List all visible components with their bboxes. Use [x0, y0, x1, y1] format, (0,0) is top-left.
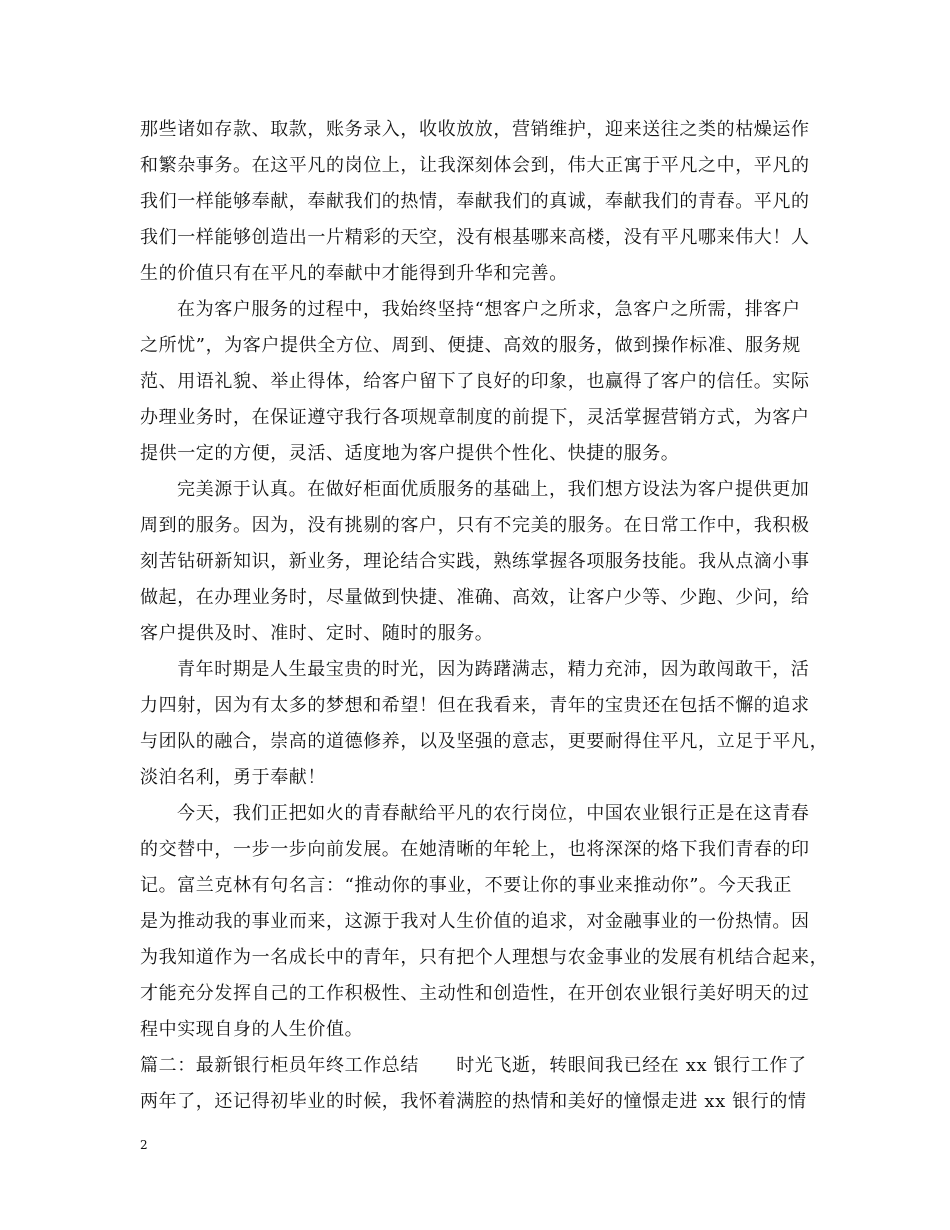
text-line: 做起，在办理业务时，尽量做到快捷、准确、高效，让客户少等、少跑、少问，给: [140, 587, 810, 608]
text-line: 程中实现自身的人生价值。: [140, 1019, 364, 1040]
text-line: 记。富兰克林有句名言：“推动你的事业，不要让你的事业来推动你”。今天我正: [140, 875, 793, 896]
text-line: 淡泊名利，勇于奉献！: [140, 767, 326, 788]
text-line: 才能充分发挥自己的工作积极性、主动性和创造性，在开创农业银行美好明天的过: [140, 983, 810, 1004]
text-line: 范、用语礼貌、举止得体，给客户留下了良好的印象，也赢得了客户的信任。实际: [140, 371, 810, 392]
paragraph-first-line: 在为客户服务的过程中，我始终坚持“想客户之所求，急客户之所需，排客户: [177, 299, 801, 320]
text-line: 是为推动我的事业而来，这源于我对人生价值的追求，对金融事业的一份热情。因: [140, 911, 810, 932]
text-line: 办理业务时，在保证遵守我行各项规章制度的前提下，灵活掌握营销方式，为客户: [140, 407, 810, 428]
text-line: 和繁杂事务。在这平凡的岗位上，让我深刻体会到，伟大正寓于平凡之中，平凡的: [140, 155, 810, 176]
paragraph-first-line: 今天，我们正把如火的青春献给平凡的农行岗位，中国农业银行正是在这青春: [177, 803, 810, 824]
section-heading-line: 篇二：最新银行柜员年终工作总结 时光飞逝，转眼间我已经在 xx 银行工作了: [140, 1055, 807, 1076]
page-number: 2: [140, 1138, 148, 1152]
text-line: 刻苦钻研新知识，新业务，理论结合实践，熟练掌握各项服务技能。我从点滴小事: [140, 551, 810, 572]
text-line: 与团队的融合，崇高的道德修养，以及坚强的意志，更要耐得住平凡，立足于平凡，: [140, 731, 829, 752]
text-line: 我们一样能够奉献，奉献我们的热情，奉献我们的真诚，奉献我们的青春。平凡的: [140, 191, 810, 212]
text-line: 之所忧”，为客户提供全方位、周到、便捷、高效的服务，做到操作标准、服务规: [140, 335, 801, 356]
text-line: 生的价值只有在平凡的奉献中才能得到升华和完善。: [140, 263, 568, 284]
text-line: 周到的服务。因为，没有挑剔的客户，只有不完美的服务。在日常工作中，我积极: [140, 515, 810, 536]
text-line: 提供一定的方便，灵活、适度地为客户提供个性化、快捷的服务。: [140, 443, 680, 464]
paragraph-first-line: 完美源于认真。在做好柜面优质服务的基础上，我们想方设法为客户提供更加: [177, 479, 810, 500]
text-line: 两年了，还记得初毕业的时候，我怀着满腔的热情和美好的憧憬走进 xx 银行的情: [140, 1091, 807, 1112]
text-line: 客户提供及时、准时、定时、随时的服务。: [140, 623, 494, 644]
text-line: 为我知道作为一名成长中的青年，只有把个人理想与农金事业的发展有机结合起来，: [140, 947, 829, 968]
text-line: 那些诸如存款、取款，账务录入，收收放放，营销维护，迎来送往之类的枯燥运作: [140, 119, 810, 140]
paragraph-first-line: 青年时期是人生最宝贵的时光，因为踌躇满志，精力充沛，因为敢闯敢干，活: [177, 659, 810, 680]
text-line: 的交替中，一步一步向前发展。在她清晰的年轮上，也将深深的烙下我们青春的印: [140, 839, 810, 860]
text-line: 力四射，因为有太多的梦想和希望！但在我看来，青年的宝贵还在包括不懈的追求: [140, 695, 810, 716]
text-line: 我们一样能够创造出一片精彩的天空，没有根基哪来高楼，没有平凡哪来伟大！人: [140, 227, 810, 248]
